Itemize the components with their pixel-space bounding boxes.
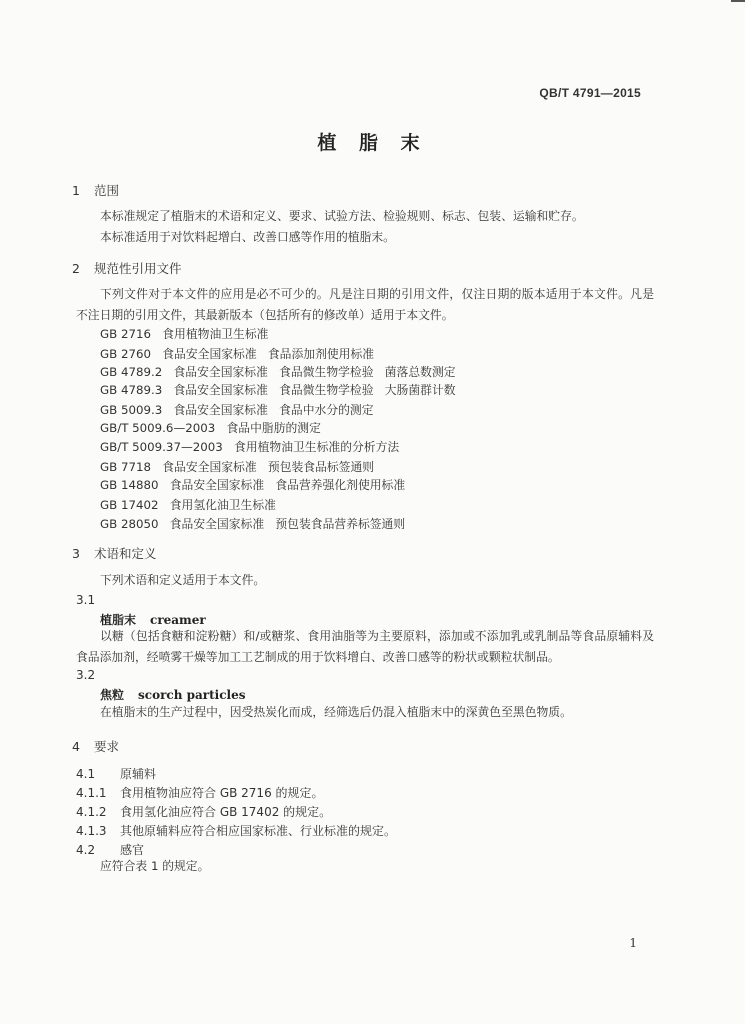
term-number: 3.1 <box>76 593 96 607</box>
subsection-title: 感官 <box>120 843 145 857</box>
term-zh: 植脂末 <box>100 613 137 627</box>
reference-item: GB/T 5009.6—2003 食品中脂肪的测定 <box>100 421 321 435</box>
clause-number: 4.1.2 <box>76 805 107 819</box>
section-title: 术语和定义 <box>94 546 157 561</box>
clause-item <box>76 822 396 839</box>
term-heading <box>100 686 245 703</box>
reference-item: GB 7718 食品安全国家标准 预包装食品标签通则 <box>100 460 375 474</box>
paragraph: 下列术语和定义适用于本文件。 <box>100 573 266 587</box>
clause-number: 4.1.1 <box>76 786 107 800</box>
clause-item <box>76 784 324 801</box>
paragraph: 应符合表 1 的规定。 <box>100 859 210 873</box>
document-title: 植 脂 末 <box>317 132 428 154</box>
term-en: creamer <box>150 613 206 627</box>
reference-item: GB/T 5009.37—2003 食用植物油卫生标准的分析方法 <box>100 440 400 454</box>
section-title: 要求 <box>94 739 120 754</box>
term-definition: 以糖（包括食糖和淀粉糖）和/或糖浆、食用油脂等为主要原料，添加或不添加乳或乳制品等食品原辅料及食品添加剂，经喷雾干燥等加工工艺制成的用于饮料增白、改善口感等的粉状或颗粒状制品。 <box>76 629 654 664</box>
reference-item: GB 17402 食用氢化油卫生标准 <box>100 498 276 512</box>
reference-item: GB 28050 食品安全国家标准 预包装食品营养标签通则 <box>100 517 406 531</box>
section-title: 范围 <box>94 183 120 198</box>
section-4-heading <box>72 737 119 755</box>
clause-number: 4.1.3 <box>76 824 107 838</box>
reference-item: GB 2760 食品安全国家标准 食品添加剂使用标准 <box>100 347 375 361</box>
subsection-heading <box>76 765 156 782</box>
page-number: 1 <box>629 936 637 950</box>
reference-item: GB 2716 食用植物油卫生标准 <box>100 327 269 341</box>
paragraph: 下列文件对于本文件的应用是必不可少的。凡是注日期的引用文件，仅注日期的版本适用于本文件。凡是不注日期的引用文件，其最新版本（包括所有的修改单）适用于本文件。 <box>76 287 654 322</box>
section-2-heading <box>72 259 182 277</box>
standard-code: QB/T 4791—2015 <box>539 86 641 100</box>
paragraph: 本标准规定了植脂末的术语和定义、要求、试验方法、检验规则、标志、包装、运输和贮存。 <box>100 209 584 223</box>
section-number: 2 <box>72 261 80 276</box>
term-en: scorch particles <box>138 688 246 702</box>
subsection-title: 原辅料 <box>120 767 157 781</box>
section-number: 3 <box>72 546 80 561</box>
reference-item: GB 14880 食品安全国家标准 食品营养强化剂使用标准 <box>100 478 406 492</box>
section-title: 规范性引用文件 <box>94 261 182 276</box>
scan-edge-mark <box>731 0 745 2</box>
clause-text: 食用氢化油应符合 GB 17402 的规定。 <box>120 805 332 819</box>
clause-text: 其他原辅料应符合相应国家标准、行业标准的规定。 <box>120 824 397 838</box>
section-number: 1 <box>72 183 80 198</box>
term-definition: 在植脂末的生产过程中，因受热炭化而成，经筛选后仍混入植脂末中的深黄色至黑色物质。 <box>100 705 572 719</box>
clause-text: 食用植物油应符合 GB 2716 的规定。 <box>120 786 324 800</box>
subsection-number: 4.1 <box>76 767 96 781</box>
term-zh: 焦粒 <box>100 688 125 702</box>
reference-item: GB 4789.3 食品安全国家标准 食品微生物学检验 大肠菌群计数 <box>100 383 456 397</box>
term-number: 3.2 <box>76 668 96 682</box>
reference-item: GB 5009.3 食品安全国家标准 食品中水分的测定 <box>100 403 374 417</box>
paragraph: 本标准适用于对饮料起增白、改善口感等作用的植脂末。 <box>100 230 395 244</box>
clause-item <box>76 803 331 820</box>
section-number: 4 <box>72 739 80 754</box>
subsection-number: 4.2 <box>76 843 96 857</box>
section-3-heading <box>72 544 157 562</box>
section-1-heading <box>72 181 119 199</box>
reference-item: GB 4789.2 食品安全国家标准 食品微生物学检验 菌落总数测定 <box>100 365 456 379</box>
